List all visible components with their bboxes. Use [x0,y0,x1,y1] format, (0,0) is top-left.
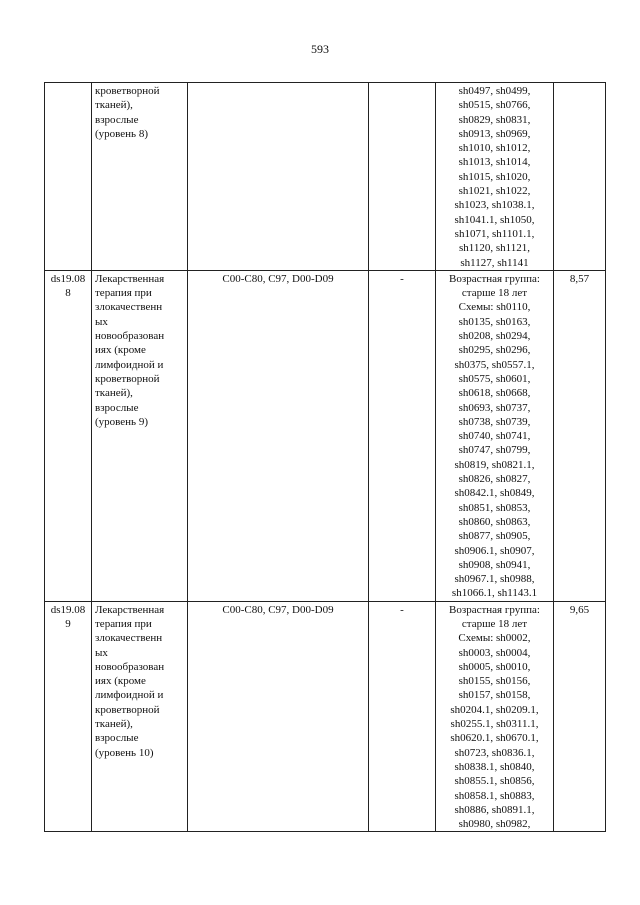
coefficient-cell: 9,65 [554,601,606,832]
extra-cell [369,83,436,271]
name-cell: кроветворной тканей), взрослые (уровень 8) [92,83,188,271]
code-cell: ds19.08 9 [45,601,92,832]
coefficient-cell: 8,57 [554,270,606,601]
extra-cell: - [369,601,436,832]
code-cell [45,83,92,271]
name-cell: Лекарственная терапия при злокачественн ых новообразован иях (кроме лимфоидной и кроветворной тканей), взрослые (уровень 10) [92,601,188,832]
criteria-cell: sh0497, sh0499, sh0515, sh0766, sh0829, sh0831, sh0913, sh0969, sh1010, sh1012, sh1013, sh1014, sh1015, sh1020, sh1021, sh1022, sh1023, sh1038.1, sh1041.1, sh1050, sh1071, sh1101.1, sh1120, sh1121, sh1127, sh1141 [436,83,554,271]
diagnosis-cell: C00-C80, C97, D00-D09 [188,601,369,832]
code-cell: ds19.08 8 [45,270,92,601]
extra-cell: - [369,270,436,601]
tariff-table [44,82,606,832]
diagnosis-cell: C00-C80, C97, D00-D09 [188,270,369,601]
table-row [45,83,606,271]
criteria-cell: Возрастная группа: старше 18 лет Схемы: sh0002, sh0003, sh0004, sh0005, sh0010, sh0155, sh0156, sh0157, sh0158, sh0204.1, sh0209.1, sh0255.1, sh0311.1, sh0620.1, sh0670.1, sh0723, sh0836.1, sh0838.1, sh0840, sh0855.1, sh0856, sh0858.1, sh0883, sh0886, sh0891.1, sh0980, sh0982, [436,601,554,832]
criteria-cell: Возрастная группа: старше 18 лет Схемы: sh0110, sh0135, sh0163, sh0208, sh0294, sh0295, sh0296, sh0375, sh0557.1, sh0575, sh0601, sh0618, sh0668, sh0693, sh0737, sh0738, sh0739, sh0740, sh0741, sh0747, sh0799, sh0819, sh0821.1, sh0826, sh0827, sh0842.1, sh0849, sh0851, sh0853, sh0860, sh0863, sh0877, sh0905, sh0906.1, sh0907, sh0908, sh0941, sh0967.1, sh0988, sh1066.1, sh1143.1 [436,270,554,601]
table-row [45,601,606,832]
table-row [45,270,606,601]
coefficient-cell [554,83,606,271]
diagnosis-cell [188,83,369,271]
name-cell: Лекарственная терапия при злокачественн ых новообразован иях (кроме лимфоидной и кроветворной тканей), взрослые (уровень 9) [92,270,188,601]
page-number: 593 [311,42,329,56]
